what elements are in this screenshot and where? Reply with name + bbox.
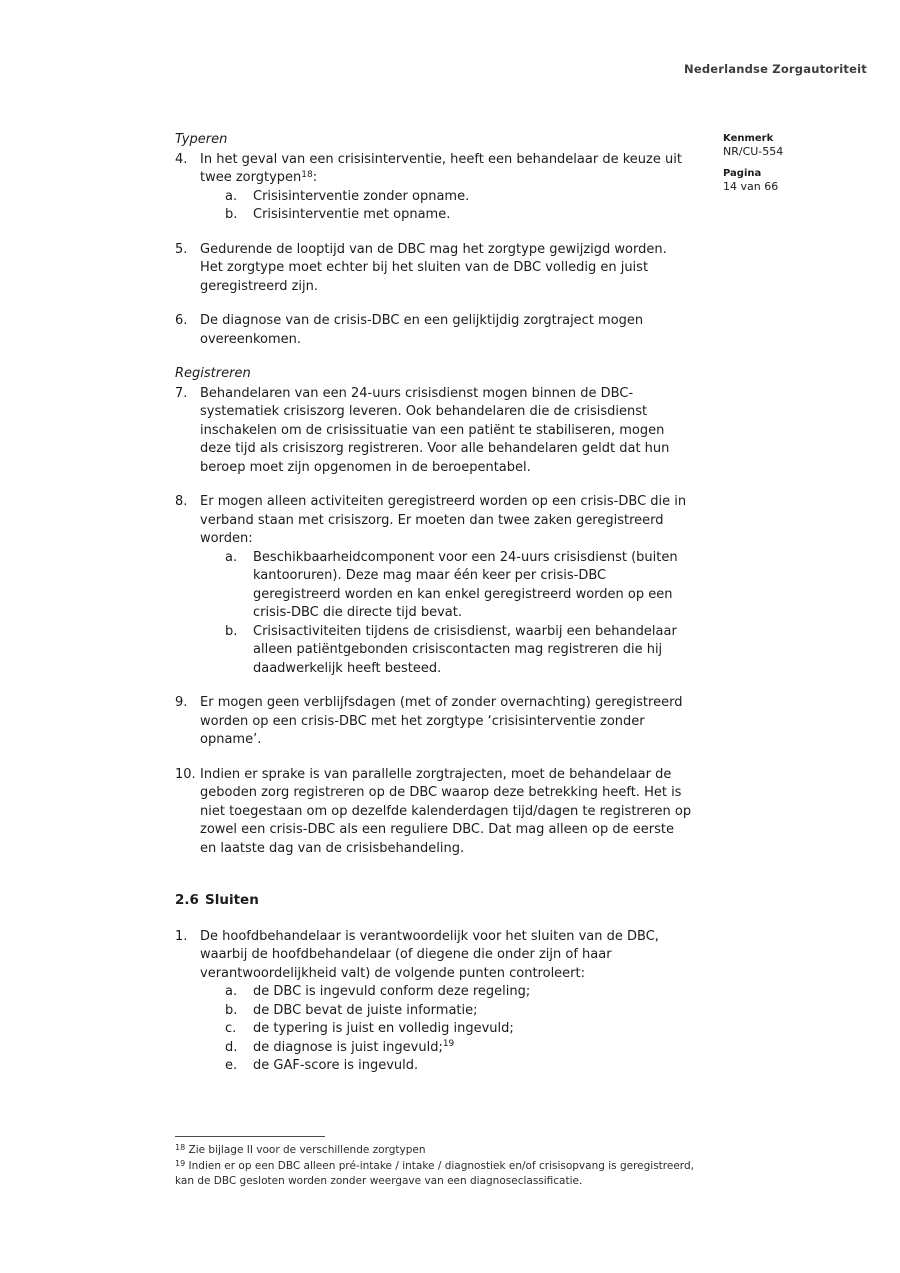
nza-logo: Nederlandse Zorgautoriteit bbox=[684, 62, 867, 76]
item-text bbox=[200, 151, 692, 188]
item-marker: b. bbox=[225, 623, 238, 639]
text-segment: de DBC bevat de juiste informatie; bbox=[253, 1002, 478, 1018]
section-subheading: Registreren bbox=[175, 366, 251, 381]
footnotes-section bbox=[175, 1136, 697, 1190]
footnote-ref: 19 bbox=[442, 1039, 455, 1049]
footnote-divider bbox=[175, 1136, 325, 1137]
list-item bbox=[175, 241, 692, 297]
list-item bbox=[175, 312, 692, 349]
pagina-label: Pagina bbox=[723, 168, 762, 179]
sub-list-item bbox=[225, 549, 692, 623]
text-segment: Behandelaren van een 24-uurs crisisdienst mogen binnen de DBC-systematiek crisiszorg leveren. Ook behandelaren die de crisisdienst inschakelen om de crisissituatie van een patiënt te stabiliseren, mogen deze tijd als crisiszorg registreren. Voor alle behandelaren geldt dat hun beroep moet zijn opgenomen in de beroepentabel. bbox=[200, 385, 670, 475]
section-title: Sluiten bbox=[205, 892, 259, 908]
footnote-text: Indien er op een DBC alleen pré-intake / intake / diagnostiek en/of crisisopvang is geregistreerd, kan de DBC gesloten worden zonder weergave van een diagnoseclassificatie. bbox=[175, 1159, 694, 1187]
section-heading bbox=[175, 891, 692, 910]
text-segment: Crisisinterventie met opname. bbox=[253, 207, 451, 222]
footnote-text: Zie bijlage II voor de verschillende zorgtypen bbox=[185, 1144, 426, 1156]
list-item bbox=[175, 766, 692, 859]
item-text bbox=[253, 188, 692, 207]
text-segment: Er mogen geen verblijfsdagen (met of zonder overnachting) geregistreerd worden op een crisis-DBC met het zorgtype ‘crisisinterventie zonder opname’. bbox=[200, 695, 683, 747]
footnote bbox=[175, 1143, 697, 1159]
footnote-ref: 18 bbox=[301, 169, 313, 180]
item-marker: 8. bbox=[175, 494, 188, 509]
item-marker: a. bbox=[225, 984, 238, 999]
item-marker: 10. bbox=[175, 766, 196, 782]
list-item bbox=[175, 493, 692, 549]
section-subheading: Typeren bbox=[175, 132, 228, 147]
text-segment: Beschikbaarheidcomponent voor een 24-uurs crisisdienst (buiten kantooruren). Deze mag maar één keer per crisis-DBC geregistreerd worden en kan enkel geregistreerd worden op een crisis-DBC die directe tijd bevat. bbox=[253, 549, 678, 620]
footnotes-list bbox=[175, 1143, 697, 1190]
item-text bbox=[253, 1057, 692, 1076]
text-segment: Crisisactiviteiten tijdens de crisisdienst, waarbij een behandelaar alleen patiëntgebonden crisiscontacten mag registreren die hij daadwerkelijk heeft besteed. bbox=[253, 623, 677, 676]
text-segment: In het geval van een crisisinterventie, heeft een behandelaar de keuze uit twee zorgtypen bbox=[200, 151, 682, 185]
item-marker: c. bbox=[225, 1021, 237, 1036]
item-text bbox=[253, 1002, 692, 1021]
item-text bbox=[253, 549, 692, 623]
sub-list-item bbox=[225, 1057, 692, 1076]
item-marker: 4. bbox=[175, 151, 188, 167]
list-item bbox=[175, 694, 692, 750]
item-marker: b. bbox=[225, 1002, 238, 1018]
item-marker: b. bbox=[225, 207, 238, 222]
text-segment: : bbox=[312, 170, 318, 185]
item-marker: 5. bbox=[175, 241, 188, 257]
text-segment: de DBC is ingevuld conform deze regeling; bbox=[253, 984, 531, 999]
item-text bbox=[200, 312, 692, 349]
pagina-value: 14 van 66 bbox=[723, 180, 779, 193]
item-marker: a. bbox=[225, 549, 238, 565]
item-marker: 6. bbox=[175, 313, 188, 328]
item-marker: d. bbox=[225, 1039, 238, 1055]
text-segment: Gedurende de looptijd van de DBC mag het zorgtype gewijzigd worden. Het zorgtype moet echter bij het sluiten van de DBC volledig en juist geregistreerd zijn. bbox=[200, 241, 667, 294]
kenmerk-label: Kenmerk bbox=[723, 133, 774, 144]
item-text bbox=[200, 694, 692, 750]
item-marker: a. bbox=[225, 188, 238, 204]
item-marker: 1. bbox=[175, 928, 188, 944]
footnote-number: 18 bbox=[175, 1143, 186, 1152]
item-text bbox=[200, 241, 692, 297]
footnote bbox=[175, 1159, 697, 1190]
document-blocks bbox=[175, 131, 692, 1076]
item-text bbox=[200, 766, 692, 859]
document-meta bbox=[723, 132, 873, 202]
item-marker: 9. bbox=[175, 695, 188, 710]
item-text bbox=[253, 623, 692, 679]
text-segment: Er mogen alleen activiteiten geregistreerd worden op een crisis-DBC die in verband staan met crisiszorg. Er moeten dan twee zaken geregistreerd worden: bbox=[200, 494, 687, 546]
item-marker: e. bbox=[225, 1058, 238, 1073]
item-text bbox=[253, 983, 692, 1002]
text-segment: de GAF-score is ingevuld. bbox=[253, 1058, 419, 1073]
item-text bbox=[200, 493, 692, 549]
text-segment: de diagnose is juist ingevuld; bbox=[253, 1039, 443, 1055]
section-number: 2.6 bbox=[175, 892, 199, 908]
text-segment: Indien er sprake is van parallelle zorgtrajecten, moet de behandelaar de geboden zorg registreren op de DBC waarop deze betrekking heeft. Het is niet toegestaan om op dezelfde kalenderdagen tijd/dagen te registreren op zowel een crisis-DBC als een reguliere DBC. Dat mag alleen op de eerste en laatste dag van de crisisbehandeling. bbox=[200, 766, 692, 856]
sub-list-item bbox=[225, 983, 692, 1002]
item-text bbox=[200, 928, 692, 984]
text-segment: de typering is juist en volledig ingevuld; bbox=[253, 1021, 514, 1036]
item-text bbox=[253, 206, 692, 225]
item-text bbox=[253, 1039, 692, 1058]
text-segment: Crisisinterventie zonder opname. bbox=[253, 188, 470, 204]
list-item bbox=[175, 928, 692, 984]
kenmerk-value: NR/CU-554 bbox=[723, 145, 784, 158]
sub-list-item bbox=[225, 188, 692, 207]
footnote-number: 19 bbox=[175, 1158, 186, 1168]
item-text bbox=[253, 1020, 692, 1039]
list-item bbox=[175, 385, 692, 478]
item-marker: 7. bbox=[175, 385, 188, 401]
sub-list-item bbox=[225, 1002, 692, 1021]
sub-list-item bbox=[225, 623, 692, 679]
sub-list-item bbox=[225, 1039, 692, 1058]
sub-list-item bbox=[225, 1020, 692, 1039]
list-item bbox=[175, 151, 692, 188]
text-segment: De diagnose van de crisis-DBC en een gelijktijdig zorgtraject mogen overeenkomen. bbox=[200, 313, 644, 347]
sub-list-item bbox=[225, 206, 692, 225]
text-segment: De hoofdbehandelaar is verantwoordelijk voor het sluiten van de DBC, waarbij de hoofdbehandelaar (of diegene die onder zijn of haar verantwoordelijkheid valt) de volgende punten controleert: bbox=[200, 928, 659, 981]
item-text bbox=[200, 385, 692, 478]
